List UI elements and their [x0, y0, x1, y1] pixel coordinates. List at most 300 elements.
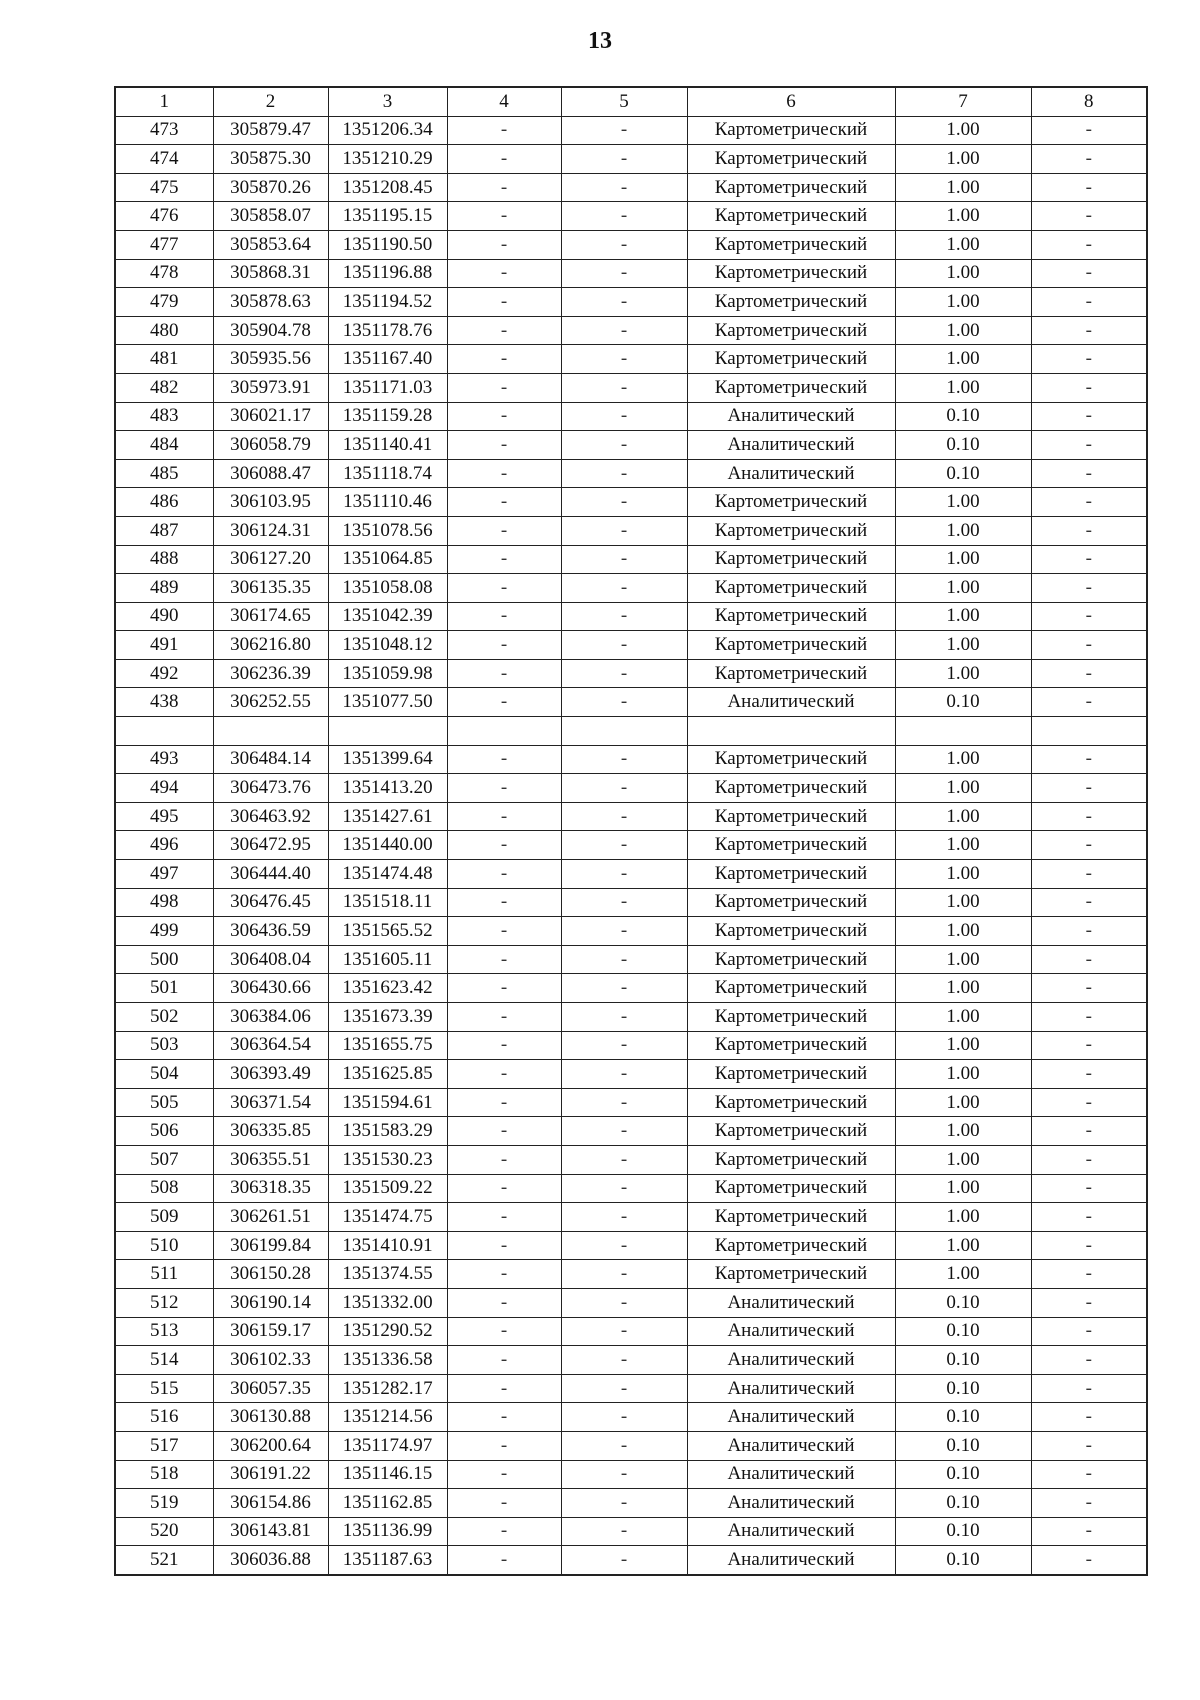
cell-col-8 [1031, 717, 1147, 746]
cell-method: Аналитический [687, 1403, 895, 1432]
cell-col-5: - [561, 1489, 687, 1518]
cell-col-5: - [561, 602, 687, 631]
cell-accuracy [895, 717, 1031, 746]
cell-method: Картометрический [687, 745, 895, 774]
cell-col-8: - [1031, 202, 1147, 231]
cell-point-number: 521 [115, 1546, 213, 1575]
cell-coord-y: 1351058.08 [328, 574, 447, 603]
cell-coord-x: 306261.51 [213, 1203, 328, 1232]
cell-accuracy: 1.00 [895, 602, 1031, 631]
cell-coord-x: 306371.54 [213, 1088, 328, 1117]
cell-col-4: - [447, 1403, 561, 1432]
cell-col-8: - [1031, 545, 1147, 574]
table-row [115, 1546, 1147, 1575]
cell-accuracy: 0.10 [895, 1317, 1031, 1346]
cell-col-8: - [1031, 459, 1147, 488]
cell-point-number: 488 [115, 545, 213, 574]
table-row [115, 116, 1147, 145]
cell-col-5: - [561, 1031, 687, 1060]
cell-coord-x: 306408.04 [213, 945, 328, 974]
cell-method: Аналитический [687, 431, 895, 460]
cell-coord-x: 305858.07 [213, 202, 328, 231]
cell-col-5: - [561, 173, 687, 202]
cell-coord-x: 306430.66 [213, 974, 328, 1003]
cell-method: Картометрический [687, 774, 895, 803]
cell-coord-y: 1351673.39 [328, 1003, 447, 1032]
cell-col-8: - [1031, 431, 1147, 460]
table-row [115, 1003, 1147, 1032]
cell-coord-x: 306102.33 [213, 1346, 328, 1375]
coordinates-table [114, 86, 1148, 1576]
cell-col-8: - [1031, 230, 1147, 259]
cell-accuracy: 0.10 [895, 1517, 1031, 1546]
cell-col-4: - [447, 688, 561, 717]
cell-method: Аналитический [687, 688, 895, 717]
cell-accuracy: 1.00 [895, 1145, 1031, 1174]
cell-point-number: 485 [115, 459, 213, 488]
cell-col-4: - [447, 1145, 561, 1174]
cell-col-8: - [1031, 373, 1147, 402]
cell-method: Картометрический [687, 488, 895, 517]
cell-col-5: - [561, 1288, 687, 1317]
cell-col-8: - [1031, 917, 1147, 946]
cell-col-5: - [561, 516, 687, 545]
cell-col-5: - [561, 1403, 687, 1432]
table-row [115, 574, 1147, 603]
cell-col-8: - [1031, 516, 1147, 545]
cell-coord-y: 1351410.91 [328, 1231, 447, 1260]
cell-accuracy: 1.00 [895, 1203, 1031, 1232]
cell-col-4: - [447, 1117, 561, 1146]
cell-method: Аналитический [687, 402, 895, 431]
cell-col-8: - [1031, 1060, 1147, 1089]
cell-col-4: - [447, 1174, 561, 1203]
cell-col-4: - [447, 945, 561, 974]
cell-col-4: - [447, 1088, 561, 1117]
cell-col-5: - [561, 345, 687, 374]
cell-accuracy: 1.00 [895, 230, 1031, 259]
table-row [115, 373, 1147, 402]
cell-col-5: - [561, 974, 687, 1003]
cell-method: Картометрический [687, 1117, 895, 1146]
cell-col-8: - [1031, 1546, 1147, 1575]
cell-coord-x: 306058.79 [213, 431, 328, 460]
cell-coord-y: 1351413.20 [328, 774, 447, 803]
cell-col-5: - [561, 745, 687, 774]
cell-col-8: - [1031, 831, 1147, 860]
cell-col-4: - [447, 230, 561, 259]
cell-coord-y: 1351048.12 [328, 631, 447, 660]
column-header: 8 [1031, 87, 1147, 116]
cell-col-5: - [561, 1174, 687, 1203]
cell-col-5: - [561, 774, 687, 803]
cell-coord-x: 305853.64 [213, 230, 328, 259]
column-header: 1 [115, 87, 213, 116]
cell-coord-y: 1351140.41 [328, 431, 447, 460]
cell-accuracy: 0.10 [895, 1346, 1031, 1375]
cell-coord-y: 1351196.88 [328, 259, 447, 288]
cell-method: Аналитический [687, 1546, 895, 1575]
cell-accuracy: 0.10 [895, 431, 1031, 460]
cell-col-4: - [447, 345, 561, 374]
cell-coord-x: 305879.47 [213, 116, 328, 145]
cell-accuracy: 0.10 [895, 402, 1031, 431]
table-row [115, 659, 1147, 688]
cell-col-8: - [1031, 945, 1147, 974]
cell-col-8: - [1031, 1174, 1147, 1203]
cell-col-8: - [1031, 402, 1147, 431]
cell-coord-y: 1351136.99 [328, 1517, 447, 1546]
cell-coord-x [213, 717, 328, 746]
cell-col-8: - [1031, 974, 1147, 1003]
table-row [115, 1203, 1147, 1232]
table-row [115, 1288, 1147, 1317]
cell-coord-x: 306384.06 [213, 1003, 328, 1032]
cell-coord-x: 306135.35 [213, 574, 328, 603]
table-row [115, 602, 1147, 631]
cell-col-4: - [447, 1288, 561, 1317]
cell-coord-x: 306190.14 [213, 1288, 328, 1317]
cell-point-number: 438 [115, 688, 213, 717]
cell-col-8: - [1031, 1203, 1147, 1232]
cell-accuracy: 1.00 [895, 545, 1031, 574]
cell-accuracy: 0.10 [895, 1288, 1031, 1317]
cell-col-8: - [1031, 145, 1147, 174]
cell-col-4: - [447, 745, 561, 774]
table-row [115, 802, 1147, 831]
cell-coord-y: 1351655.75 [328, 1031, 447, 1060]
cell-col-4: - [447, 316, 561, 345]
cell-method: Картометрический [687, 1145, 895, 1174]
cell-coord-y: 1351427.61 [328, 802, 447, 831]
cell-point-number: 491 [115, 631, 213, 660]
cell-col-4: - [447, 888, 561, 917]
cell-col-5: - [561, 316, 687, 345]
table-row [115, 1317, 1147, 1346]
cell-method: Картометрический [687, 202, 895, 231]
cell-col-4: - [447, 1031, 561, 1060]
cell-accuracy: 1.00 [895, 831, 1031, 860]
cell-accuracy: 0.10 [895, 459, 1031, 488]
cell-coord-x: 306436.59 [213, 917, 328, 946]
cell-coord-x: 306252.55 [213, 688, 328, 717]
cell-point-number: 489 [115, 574, 213, 603]
cell-col-4: - [447, 1003, 561, 1032]
cell-method: Картометрический [687, 345, 895, 374]
cell-accuracy: 1.00 [895, 802, 1031, 831]
table-row [115, 745, 1147, 774]
cell-col-4: - [447, 373, 561, 402]
cell-col-5: - [561, 860, 687, 889]
cell-col-5: - [561, 1003, 687, 1032]
cell-point-number: 494 [115, 774, 213, 803]
cell-accuracy: 0.10 [895, 1460, 1031, 1489]
cell-coord-y: 1351583.29 [328, 1117, 447, 1146]
table-row [115, 459, 1147, 488]
cell-col-8: - [1031, 288, 1147, 317]
cell-point-number: 493 [115, 745, 213, 774]
table-row [115, 1489, 1147, 1518]
cell-method: Картометрический [687, 631, 895, 660]
cell-coord-y: 1351399.64 [328, 745, 447, 774]
cell-accuracy: 1.00 [895, 659, 1031, 688]
cell-method: Картометрический [687, 574, 895, 603]
cell-point-number: 474 [115, 145, 213, 174]
cell-col-4: - [447, 774, 561, 803]
cell-coord-y: 1351332.00 [328, 1288, 447, 1317]
cell-coord-y: 1351605.11 [328, 945, 447, 974]
cell-col-8: - [1031, 1145, 1147, 1174]
cell-accuracy: 1.00 [895, 860, 1031, 889]
cell-accuracy: 1.00 [895, 1174, 1031, 1203]
cell-accuracy: 1.00 [895, 745, 1031, 774]
cell-col-5: - [561, 230, 687, 259]
cell-col-4: - [447, 574, 561, 603]
column-header: 7 [895, 87, 1031, 116]
cell-col-8: - [1031, 1231, 1147, 1260]
table-row [115, 516, 1147, 545]
cell-method: Картометрический [687, 116, 895, 145]
cell-coord-y: 1351594.61 [328, 1088, 447, 1117]
table-row [115, 1460, 1147, 1489]
cell-col-8: - [1031, 1260, 1147, 1289]
cell-point-number: 501 [115, 974, 213, 1003]
cell-col-8: - [1031, 1031, 1147, 1060]
cell-point-number: 506 [115, 1117, 213, 1146]
cell-col-5: - [561, 373, 687, 402]
cell-accuracy: 1.00 [895, 1260, 1031, 1289]
cell-accuracy: 1.00 [895, 974, 1031, 1003]
cell-coord-x: 306103.95 [213, 488, 328, 517]
table-row [115, 1088, 1147, 1117]
table-row [115, 345, 1147, 374]
cell-col-5: - [561, 488, 687, 517]
cell-method: Картометрический [687, 173, 895, 202]
cell-coord-x: 306191.22 [213, 1460, 328, 1489]
table-row [115, 402, 1147, 431]
cell-coord-x: 306200.64 [213, 1431, 328, 1460]
cell-method: Картометрический [687, 602, 895, 631]
cell-coord-x: 305878.63 [213, 288, 328, 317]
table-row [115, 1517, 1147, 1546]
cell-point-number: 473 [115, 116, 213, 145]
cell-coord-y [328, 717, 447, 746]
cell-coord-x: 306335.85 [213, 1117, 328, 1146]
cell-coord-x: 306174.65 [213, 602, 328, 631]
cell-coord-y: 1351214.56 [328, 1403, 447, 1432]
cell-point-number: 498 [115, 888, 213, 917]
table-row [115, 431, 1147, 460]
cell-point-number: 492 [115, 659, 213, 688]
cell-col-5: - [561, 917, 687, 946]
cell-col-5: - [561, 1346, 687, 1375]
cell-coord-x: 306318.35 [213, 1174, 328, 1203]
cell-method: Картометрический [687, 259, 895, 288]
cell-method: Картометрический [687, 1003, 895, 1032]
cell-col-8: - [1031, 802, 1147, 831]
cell-point-number: 517 [115, 1431, 213, 1460]
cell-coord-y: 1351374.55 [328, 1260, 447, 1289]
cell-col-8: - [1031, 1517, 1147, 1546]
cell-col-5: - [561, 259, 687, 288]
cell-coord-y: 1351474.75 [328, 1203, 447, 1232]
cell-method: Картометрический [687, 1088, 895, 1117]
cell-accuracy: 1.00 [895, 1031, 1031, 1060]
table-row [115, 1260, 1147, 1289]
cell-col-8: - [1031, 860, 1147, 889]
cell-coord-x: 306444.40 [213, 860, 328, 889]
cell-col-4: - [447, 288, 561, 317]
cell-coord-y: 1351171.03 [328, 373, 447, 402]
cell-coord-y: 1351440.00 [328, 831, 447, 860]
cell-point-number: 513 [115, 1317, 213, 1346]
cell-coord-y: 1351290.52 [328, 1317, 447, 1346]
cell-col-8: - [1031, 1489, 1147, 1518]
table-row [115, 145, 1147, 174]
cell-method: Картометрический [687, 145, 895, 174]
cell-coord-y: 1351282.17 [328, 1374, 447, 1403]
cell-method: Картометрический [687, 373, 895, 402]
cell-col-8: - [1031, 345, 1147, 374]
table-row [115, 688, 1147, 717]
cell-col-5: - [561, 145, 687, 174]
cell-col-4: - [447, 545, 561, 574]
cell-coord-x: 306216.80 [213, 631, 328, 660]
cell-point-number: 505 [115, 1088, 213, 1117]
cell-col-5: - [561, 1517, 687, 1546]
cell-coord-x: 306036.88 [213, 1546, 328, 1575]
cell-col-4: - [447, 1517, 561, 1546]
cell-col-8: - [1031, 1088, 1147, 1117]
cell-col-5: - [561, 1460, 687, 1489]
cell-col-4: - [447, 974, 561, 1003]
cell-coord-y: 1351118.74 [328, 459, 447, 488]
cell-method: Картометрический [687, 1260, 895, 1289]
cell-col-5: - [561, 1060, 687, 1089]
cell-method [687, 717, 895, 746]
cell-accuracy: 1.00 [895, 1231, 1031, 1260]
cell-coord-x: 306124.31 [213, 516, 328, 545]
cell-coord-y: 1351064.85 [328, 545, 447, 574]
table-row [115, 316, 1147, 345]
table-row [115, 974, 1147, 1003]
cell-col-5: - [561, 831, 687, 860]
cell-col-5: - [561, 631, 687, 660]
cell-coord-y: 1351042.39 [328, 602, 447, 631]
cell-method: Аналитический [687, 1288, 895, 1317]
cell-accuracy: 1.00 [895, 173, 1031, 202]
cell-col-5: - [561, 545, 687, 574]
cell-coord-y: 1351509.22 [328, 1174, 447, 1203]
cell-col-4: - [447, 602, 561, 631]
cell-col-8: - [1031, 1288, 1147, 1317]
cell-accuracy: 0.10 [895, 1431, 1031, 1460]
cell-coord-x: 306484.14 [213, 745, 328, 774]
cell-method: Аналитический [687, 1374, 895, 1403]
cell-point-number: 490 [115, 602, 213, 631]
cell-col-4: - [447, 860, 561, 889]
cell-method: Картометрический [687, 1231, 895, 1260]
cell-accuracy: 1.00 [895, 259, 1031, 288]
cell-coord-x: 306393.49 [213, 1060, 328, 1089]
cell-accuracy: 1.00 [895, 631, 1031, 660]
cell-point-number: 507 [115, 1145, 213, 1174]
cell-coord-y: 1351059.98 [328, 659, 447, 688]
cell-coord-y: 1351208.45 [328, 173, 447, 202]
cell-accuracy: 0.10 [895, 1374, 1031, 1403]
table-row [115, 545, 1147, 574]
cell-col-8: - [1031, 316, 1147, 345]
cell-coord-y: 1351625.85 [328, 1060, 447, 1089]
cell-col-8: - [1031, 1374, 1147, 1403]
cell-col-8: - [1031, 1431, 1147, 1460]
cell-accuracy: 1.00 [895, 1117, 1031, 1146]
cell-col-4: - [447, 116, 561, 145]
table-row [115, 1231, 1147, 1260]
cell-accuracy: 1.00 [895, 574, 1031, 603]
cell-method: Аналитический [687, 1489, 895, 1518]
cell-point-number: 480 [115, 316, 213, 345]
cell-accuracy: 1.00 [895, 288, 1031, 317]
cell-coord-y: 1351194.52 [328, 288, 447, 317]
table-row [115, 1145, 1147, 1174]
cell-col-4: - [447, 802, 561, 831]
cell-point-number: 478 [115, 259, 213, 288]
cell-coord-x: 306154.86 [213, 1489, 328, 1518]
cell-method: Картометрический [687, 888, 895, 917]
cell-col-8: - [1031, 259, 1147, 288]
cell-col-4: - [447, 173, 561, 202]
cell-col-5: - [561, 1117, 687, 1146]
cell-col-8: - [1031, 173, 1147, 202]
cell-col-8: - [1031, 631, 1147, 660]
cell-col-5: - [561, 1431, 687, 1460]
cell-method: Аналитический [687, 1431, 895, 1460]
table-row [115, 202, 1147, 231]
cell-method: Картометрический [687, 945, 895, 974]
cell-point-number: 510 [115, 1231, 213, 1260]
cell-col-8: - [1031, 1003, 1147, 1032]
table-row [115, 945, 1147, 974]
cell-accuracy: 1.00 [895, 116, 1031, 145]
cell-coord-y: 1351623.42 [328, 974, 447, 1003]
cell-col-5 [561, 717, 687, 746]
cell-col-4: - [447, 516, 561, 545]
cell-coord-y: 1351518.11 [328, 888, 447, 917]
cell-accuracy: 1.00 [895, 945, 1031, 974]
cell-accuracy: 0.10 [895, 1489, 1031, 1518]
cell-coord-x: 306057.35 [213, 1374, 328, 1403]
cell-col-8: - [1031, 659, 1147, 688]
cell-method: Картометрический [687, 831, 895, 860]
cell-coord-x: 305870.26 [213, 173, 328, 202]
table-row [115, 259, 1147, 288]
cell-accuracy: 0.10 [895, 688, 1031, 717]
cell-point-number: 496 [115, 831, 213, 860]
cell-method: Картометрический [687, 288, 895, 317]
column-header: 2 [213, 87, 328, 116]
cell-accuracy: 1.00 [895, 145, 1031, 174]
cell-coord-x: 305868.31 [213, 259, 328, 288]
cell-point-number: 482 [115, 373, 213, 402]
cell-coord-x: 306127.20 [213, 545, 328, 574]
cell-point-number: 486 [115, 488, 213, 517]
cell-point-number: 499 [115, 917, 213, 946]
cell-coord-x: 306159.17 [213, 1317, 328, 1346]
cell-coord-y: 1351474.48 [328, 860, 447, 889]
cell-col-8: - [1031, 1403, 1147, 1432]
cell-accuracy: 1.00 [895, 1088, 1031, 1117]
